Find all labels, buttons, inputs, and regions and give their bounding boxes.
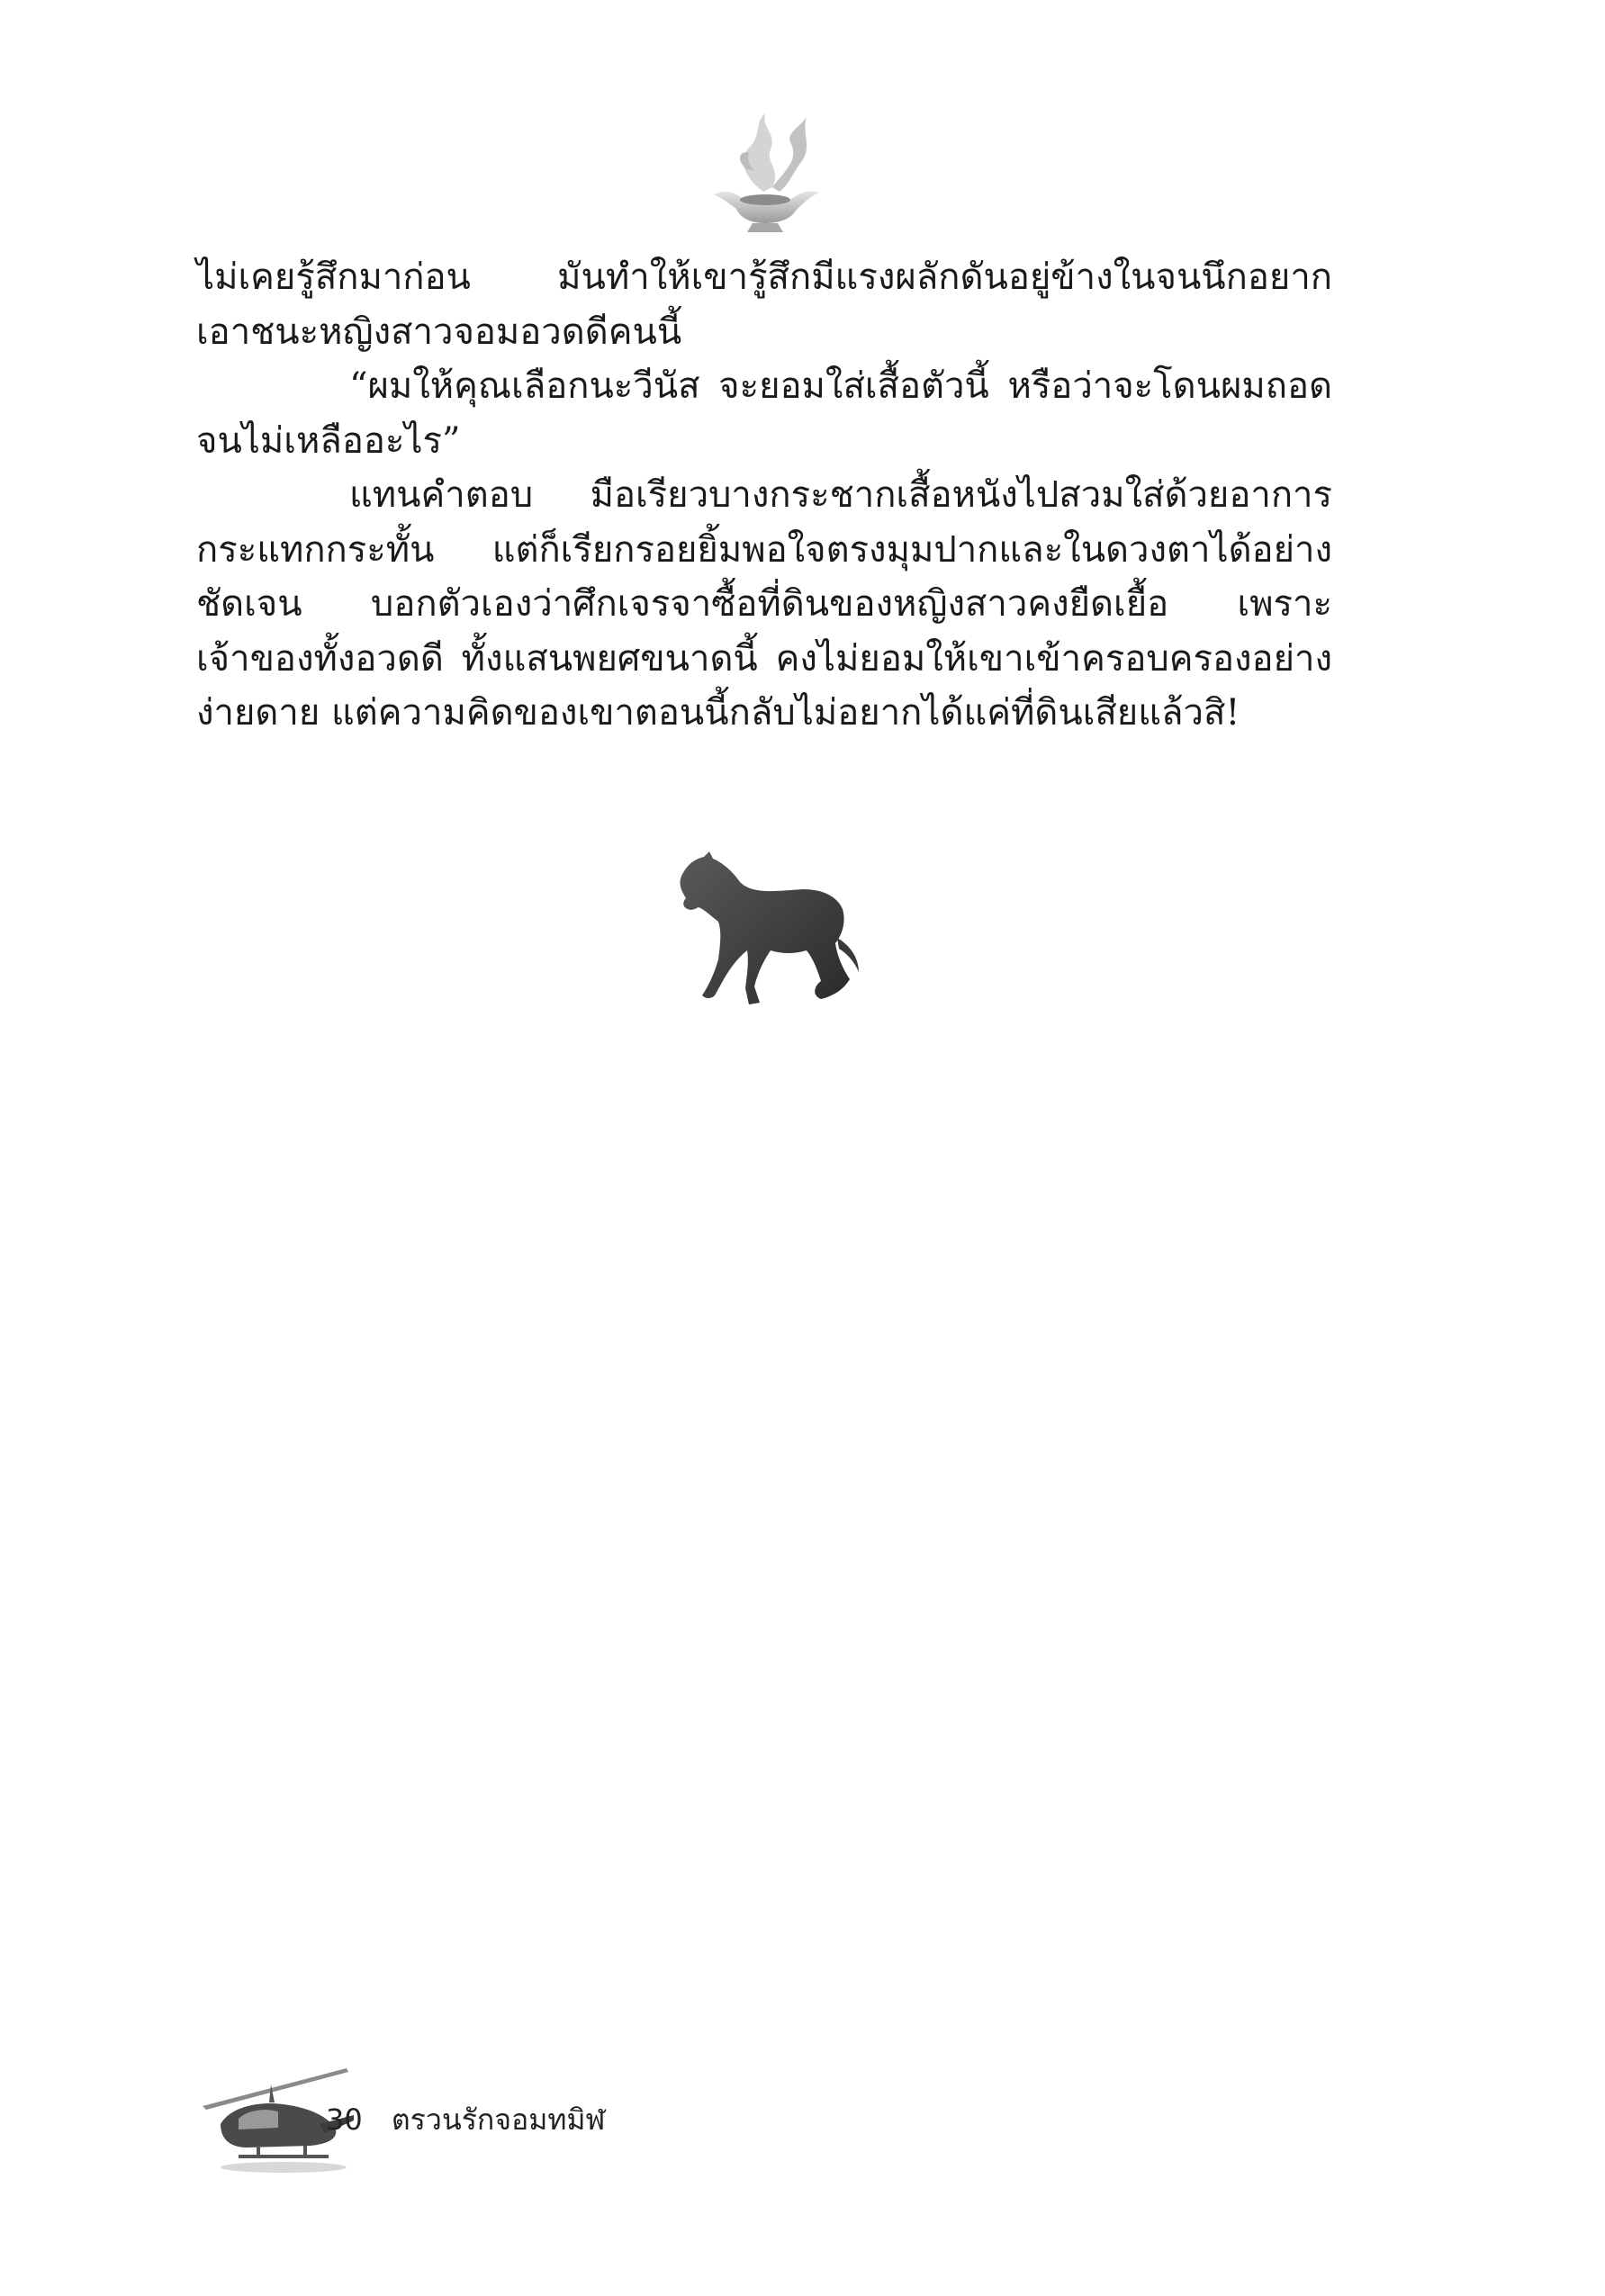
page-footer: [326, 2097, 605, 2143]
body-text: [196, 250, 1332, 741]
page-number: 30: [326, 2102, 363, 2137]
book-title: ตรวนรักจอมทมิฬ: [391, 2102, 606, 2137]
paragraph: แทนคำตอบ มือเรียวบางกระชากเสื้อหนังไปสวมใส่ด้วยอาการกระแทกกระทั้น แต่ก็เรียกรอยยิ้มพอใจตรงมุมปากและในดวงตาได้อย่างชัดเจน บอกตัวเองว่าศึกเจรจาซื้อที่ดินของหญิงสาวคงยืดเยื้อ เพราะเจ้าของทั้งอวดดี ทั้งแสนพยศขนาดนี้ คงไม่ยอมให้เขาเข้าครอบครองอย่างง่ายดาย แต่ความคิดของเขาตอนนี้กลับไม่อยากได้แค่ที่ดินเสียแล้วสิ!: [196, 474, 1332, 734]
magic-lamp-icon: [700, 106, 826, 237]
paragraph: ไม่เคยรู้สึกมาก่อน มันทำให้เขารู้สึกมีแรงผลักดันอยู่ข้างในจนนึกอยากเอาชนะหญิงสาวจอมอวดดีคนนี้: [196, 257, 1332, 353]
paragraph: “ผมให้คุณเลือกนะวีนัส จะยอมใส่เสื้อตัวนี้ หรือว่าจะโดนผมถอดจนไม่เหลืออะไร”: [196, 365, 1332, 462]
horse-icon: [659, 844, 864, 1015]
